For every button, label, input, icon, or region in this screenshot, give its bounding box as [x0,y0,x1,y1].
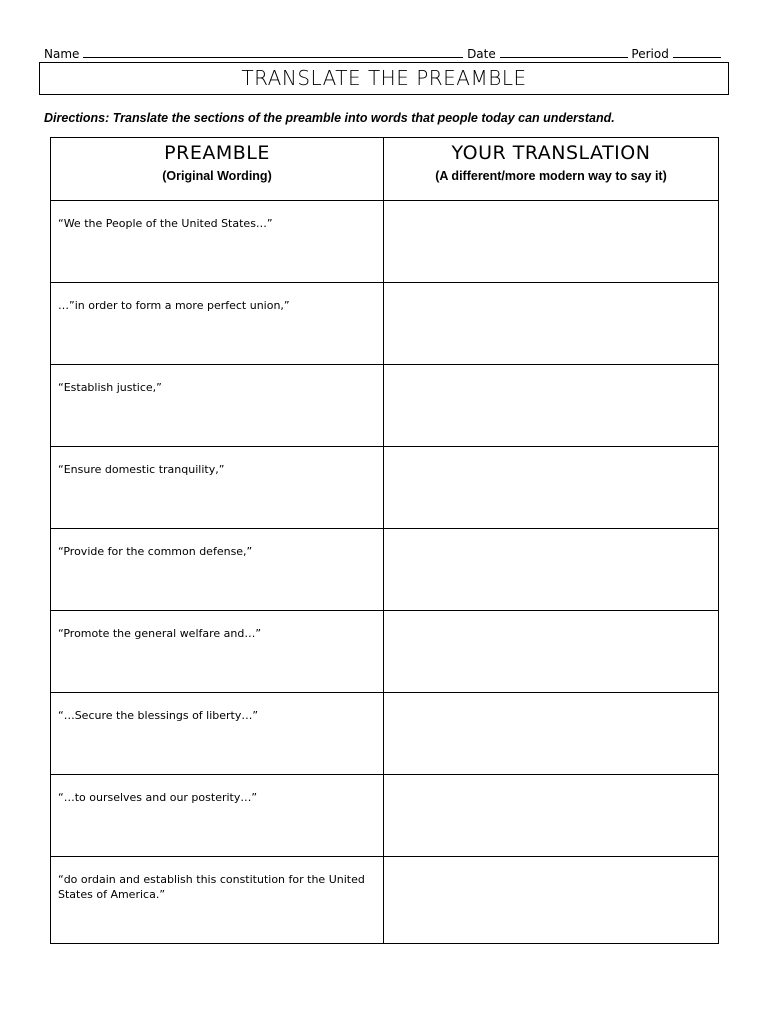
table-row [51,447,719,529]
preamble-phrase-cell [51,201,384,283]
table-row [51,693,719,775]
preamble-subheading: (Original Wording) [162,169,272,183]
preamble-phrase-cell [51,857,384,944]
period-label: Period [631,47,669,61]
preamble-phrase-cell [51,611,384,693]
preamble-phrase: “Provide for the common defense,” [58,545,253,558]
table-row [51,611,719,693]
preamble-phrase: “…to ourselves and our posterity…” [58,791,258,804]
table-row [51,365,719,447]
table-header-row [51,138,719,201]
table-row [51,775,719,857]
translation-cell[interactable] [384,529,719,611]
period-field[interactable] [673,45,721,58]
preamble-phrase-cell [51,775,384,857]
date-label: Date [467,47,496,61]
translation-column-header [384,138,719,201]
table-row [51,201,719,283]
preamble-phrase-cell [51,283,384,365]
translation-cell[interactable] [384,775,719,857]
translation-cell[interactable] [384,447,719,529]
preamble-phrase: “Ensure domestic tranquility,” [58,463,225,476]
table-row [51,529,719,611]
student-info-line [44,45,720,61]
preamble-phrase-cell [51,365,384,447]
translation-table [50,137,719,944]
translation-cell[interactable] [384,201,719,283]
directions-text: Directions: Translate the sections of the preamble into words that people today can understand. [44,111,615,125]
preamble-phrase: “do ordain and establish this constitution for the United States of America.” [58,873,365,901]
translation-cell[interactable] [384,857,719,944]
preamble-phrase: “…Secure the blessings of liberty…” [58,709,259,722]
preamble-phrase-cell [51,447,384,529]
preamble-phrase: “Establish justice,” [58,381,162,394]
table-row [51,857,719,944]
name-field[interactable] [83,45,463,58]
translation-cell[interactable] [384,283,719,365]
preamble-phrase: “We the People of the United States…” [58,217,273,230]
preamble-column-header [51,138,384,201]
name-label: Name [44,47,80,61]
translation-cell[interactable] [384,611,719,693]
page-title: TRANSLATE THE PREAMBLE [39,62,729,95]
translation-cell[interactable] [384,365,719,447]
preamble-phrase: …”in order to form a more perfect union,” [58,299,290,312]
preamble-heading: PREAMBLE [164,142,270,164]
translation-heading: YOUR TRANSLATION [451,142,651,164]
date-field[interactable] [500,45,628,58]
translation-cell[interactable] [384,693,719,775]
preamble-phrase-cell [51,693,384,775]
translation-subheading: (A different/more modern way to say it) [435,169,667,183]
preamble-phrase-cell [51,529,384,611]
table-row [51,283,719,365]
preamble-phrase: “Promote the general welfare and…” [58,627,262,640]
